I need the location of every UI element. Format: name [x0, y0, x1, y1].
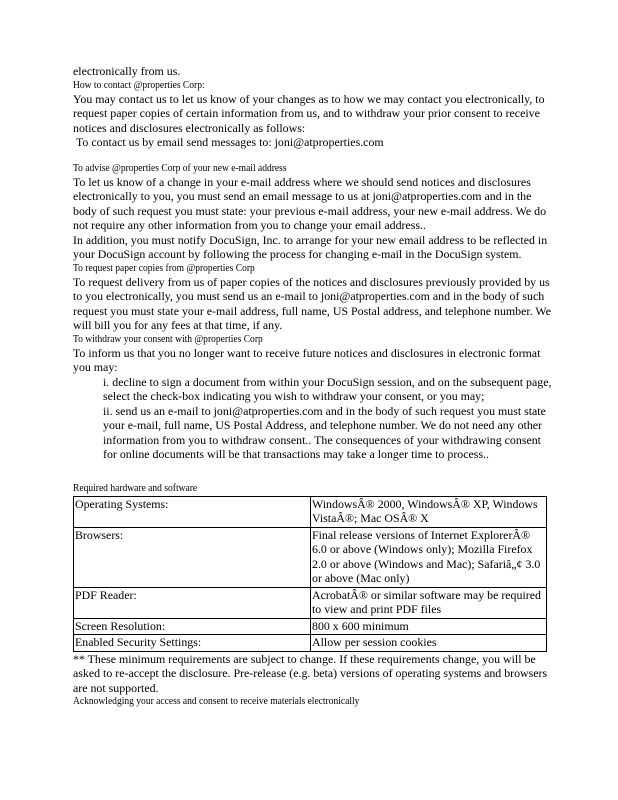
advise-body: To let us know of a change in your e-mail address where we should send notices and disclosures electronically to you, you must send an email message to us at joni@atproperties.com and in the body of such request you must state: your previous e-mail address, your new e-mail address. We do not require any other information from you to change your email address..: [73, 174, 547, 232]
withdraw-body: To inform us that you no longer want to receive future notices and disclosures in electronic format you may:: [73, 345, 541, 374]
contact-email-line: To contact us by email send messages to: joni@atproperties.com: [76, 135, 384, 149]
advise-docusign: In addition, you must notify DocuSign, Inc. to arrange for your new email address to be reflected in your DocuSign account by following the process for changing e-mail in the DocuSign system.: [73, 232, 548, 261]
table-cell-label: Operating Systems:: [74, 496, 311, 527]
requirements-heading: Required hardware and software: [73, 482, 198, 494]
document-content: [73, 64, 553, 708]
paper-heading: To request paper copies from @properties Corp: [73, 262, 255, 274]
withdraw-item-i: i. decline to sign a document from within your DocuSign session, and on the subsequent page, select the check-box indicating you wish to withdraw your consent, or you may;: [103, 374, 552, 403]
requirements-table: [73, 496, 547, 652]
contact-body: You may contact us to let us know of your changes as to how we may contact you electronically, to request paper copies of certain information from us, and to withdraw your prior consent to receive notices and disclosures electronically as follows:: [73, 91, 545, 135]
withdraw-item-ii: ii. send us an e-mail to joni@atproperties.com and in the body of such request you must state your e-mail, full name, US Postal Address, and telephone number. We do not need any other information from you to withdraw consent.. The consequences of your withdrawing consent for online documents will be that transactions may take a longer time to process..: [103, 403, 546, 461]
table-cell-label: Browsers:: [74, 527, 311, 587]
withdraw-heading: To withdraw your consent with @properties Corp: [73, 333, 263, 345]
table-row: [74, 527, 547, 587]
contact-heading: How to contact @properties Corp:: [73, 79, 205, 91]
table-row: [74, 618, 547, 635]
table-cell-label: Screen Resolution:: [74, 618, 311, 635]
acknowledging-heading: Acknowledging your access and consent to receive materials electronically: [73, 696, 360, 707]
table-row: [74, 496, 547, 527]
table-cell-value: WindowsÂ® 2000, WindowsÂ® XP, Windows VistaÂ®; Mac OSÂ® X: [311, 496, 547, 527]
requirements-note: ** These minimum requirements are subject to change. If these requirements change, you will be asked to re-accept the disclosure. Pre-release (e.g. beta) versions of operating systems and browsers are not supported.: [73, 651, 548, 695]
intro-tail-text: electronically from us.: [73, 64, 181, 78]
table-row: [74, 587, 547, 618]
table-cell-label: PDF Reader:: [74, 587, 311, 618]
table-cell-value: Allow per session cookies: [311, 635, 547, 652]
table-cell-value: Final release versions of Internet ExplorerÂ® 6.0 or above (Windows only); Mozilla Firefox 2.0 or above (Windows and Mac); Safariâ„¢ 3.0 or above (Mac only): [311, 527, 547, 587]
table-cell-label: Enabled Security Settings:: [74, 635, 311, 652]
paper-body: To request delivery from us of paper copies of the notices and disclosures previously provided by us to you electronically, you must send us an e-mail to joni@atproperties.com and in the body of such request you must state your e-mail address, full name, US Postal address, and telephone number. We will bill you for any fees at that time, if any.: [73, 274, 551, 332]
table-row: [74, 635, 547, 652]
advise-heading: To advise @properties Corp of your new e-mail address: [73, 162, 287, 174]
table-cell-value: 800 x 600 minimum: [311, 618, 547, 635]
table-cell-value: AcrobatÂ® or similar software may be required to view and print PDF files: [311, 587, 547, 618]
